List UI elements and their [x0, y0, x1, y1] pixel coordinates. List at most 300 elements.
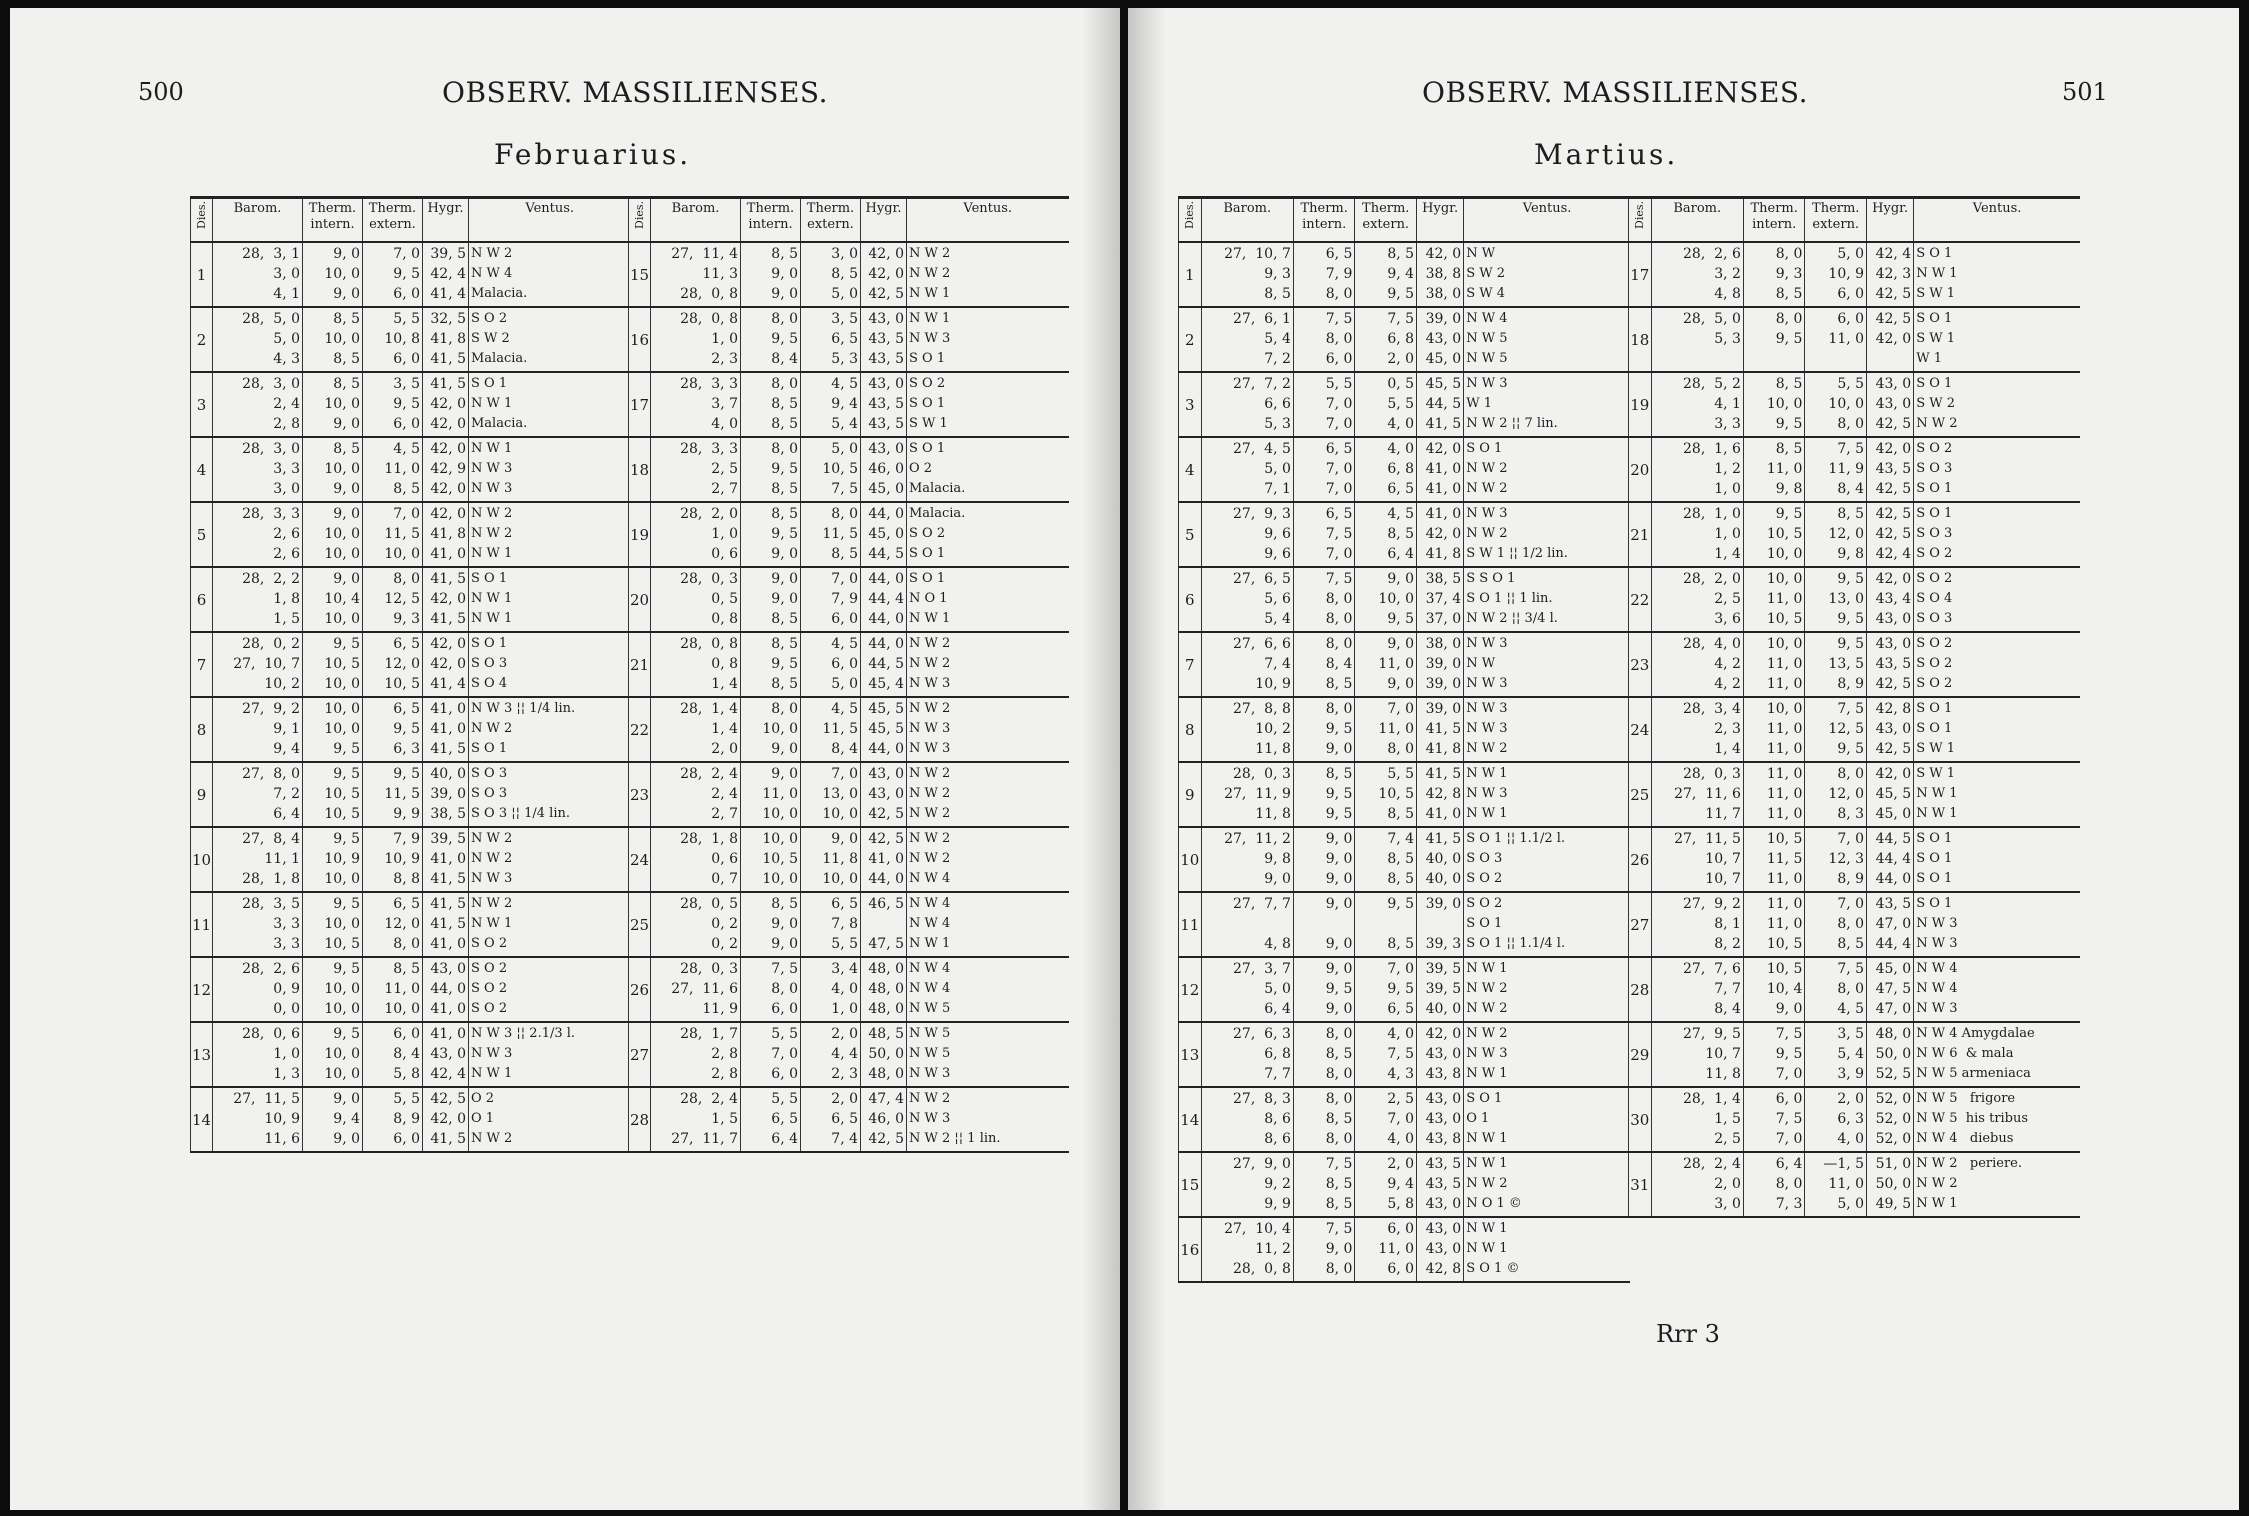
barometer-cell: 28, 3, 4 2, 3 1, 4	[1651, 697, 1743, 762]
wind-cell: N W 2 N W 3 N W 2 ¦¦ 1 lin.	[907, 1087, 1069, 1152]
day-number: 18	[1629, 307, 1652, 372]
therm-extern-cell: 2, 0 6, 5 7, 4	[801, 1087, 861, 1152]
barometer-cell: 28, 0, 8 1, 0 2, 3	[651, 307, 741, 372]
barometer-cell: 27, 4, 5 5, 0 7, 1	[1201, 437, 1293, 502]
barometer-cell: 27, 9, 2 9, 1 9, 4	[213, 697, 303, 762]
therm-intern-cell: 9, 0 9, 0	[1293, 892, 1355, 957]
day-number: 6	[1179, 567, 1202, 632]
barometer-cell: 28, 0, 6 1, 0 1, 3	[213, 1022, 303, 1087]
day-number: 19	[629, 502, 651, 567]
therm-extern-cell: 9, 5 8, 5	[1355, 892, 1417, 957]
wind-cell: N W 2 N W 3 N W 1	[1464, 1022, 1630, 1087]
day-row	[1629, 632, 2081, 697]
header-therm-intern: Therm. intern.	[303, 198, 363, 243]
header-therm-extern: Therm. extern.	[363, 198, 423, 243]
hygrometer-cell: 43, 0 43, 0 42, 5	[1867, 372, 1914, 437]
hygrometer-cell: 43, 0 44, 0 41, 0	[423, 957, 469, 1022]
wind-cell: N W 4 N W 5 N W 5	[1464, 307, 1630, 372]
day-row	[629, 242, 1069, 307]
wind-cell: S O 1 S W 1 W 1	[1914, 307, 2080, 372]
wind-cell: N W 5 N W 5 N W 3	[907, 1022, 1069, 1087]
header-barom: Barom.	[1651, 198, 1743, 243]
day-row	[1179, 762, 1631, 827]
day-row	[1179, 242, 1631, 307]
hygrometer-cell: 48, 0 50, 0 52, 5	[1867, 1022, 1914, 1087]
wind-cell: S O 1 S O 1 S W 1	[1914, 697, 2080, 762]
barometer-cell: 27, 11, 5 10, 9 11, 6	[213, 1087, 303, 1152]
barometer-cell: 28, 0, 3 27, 11, 9 11, 8	[1201, 762, 1293, 827]
therm-intern-cell: 9, 5 10, 9 10, 0	[303, 827, 363, 892]
hygrometer-cell: 39, 5 42, 4 41, 4	[423, 242, 469, 307]
day-row	[629, 697, 1069, 762]
day-row	[1629, 1022, 2081, 1087]
therm-extern-cell: 7, 5 6, 8 2, 0	[1355, 307, 1417, 372]
therm-extern-cell: 5, 0 10, 5 7, 5	[801, 437, 861, 502]
day-number: 18	[629, 437, 651, 502]
therm-intern-cell: 10, 0 10, 0 9, 5	[303, 697, 363, 762]
barometer-cell: 28, 1, 4 1, 5 2, 5	[1651, 1087, 1743, 1152]
day-number: 16	[1179, 1217, 1202, 1282]
therm-intern-cell: 7, 5 8, 0 6, 0	[1293, 307, 1355, 372]
therm-intern-cell: 11, 0 11, 0 11, 0	[1743, 762, 1805, 827]
day-row	[191, 437, 631, 502]
therm-intern-cell: 8, 5 10, 0 9, 5	[1743, 372, 1805, 437]
hygrometer-cell: 52, 0 52, 0 52, 0	[1867, 1087, 1914, 1152]
therm-intern-cell: 7, 5 8, 0 6, 0	[741, 957, 801, 1022]
hygrometer-cell: 42, 5 42, 0 41, 5	[423, 1087, 469, 1152]
hygrometer-cell: 42, 0 42, 0 41, 4	[423, 632, 469, 697]
hygrometer-cell: 39, 0 43, 0 45, 0	[1417, 307, 1464, 372]
day-row	[629, 502, 1069, 567]
therm-extern-cell: 2, 5 7, 0 4, 0	[1355, 1087, 1417, 1152]
left-page	[10, 8, 1120, 1510]
header-barom: Barom.	[213, 198, 303, 243]
therm-intern-cell: 8, 0 10, 0 9, 0	[741, 697, 801, 762]
hygrometer-cell: 43, 5 43, 5 43, 0	[1417, 1152, 1464, 1217]
signature-mark: Rrr 3	[1656, 1320, 1720, 1348]
day-number: 12	[1179, 957, 1202, 1022]
wind-cell: N W 2 N W 2 N W 1	[907, 242, 1069, 307]
wind-cell: S O 1 O 1 N W 1	[1464, 1087, 1630, 1152]
barometer-cell: 27, 9, 3 9, 6 9, 6	[1201, 502, 1293, 567]
day-row	[1179, 1087, 1631, 1152]
wind-cell: N W 2 periere. N W 2 N W 1	[1914, 1152, 2080, 1217]
wind-cell: S O 1 N W 1 S W 1	[1914, 242, 2080, 307]
observation-table-mar-1-16	[1178, 196, 1630, 1283]
barometer-cell: 28, 2, 4 2, 4 2, 7	[651, 762, 741, 827]
day-row	[1179, 957, 1631, 1022]
wind-cell: N W 2 N W 2 N W 4	[907, 827, 1069, 892]
barometer-cell: 28, 3, 3 3, 7 4, 0	[651, 372, 741, 437]
hygrometer-cell: 44, 0 45, 0 44, 5	[861, 502, 907, 567]
day-number: 9	[191, 762, 213, 827]
header-therm-intern: Therm. intern.	[1743, 198, 1805, 243]
therm-extern-cell: 3, 0 8, 5 5, 0	[801, 242, 861, 307]
day-row	[191, 697, 631, 762]
day-row	[191, 502, 631, 567]
therm-intern-cell: 7, 5 9, 5 7, 0	[1743, 1022, 1805, 1087]
barometer-cell: 27, 7, 2 6, 6 5, 3	[1201, 372, 1293, 437]
day-row	[1629, 502, 2081, 567]
therm-intern-cell: 8, 5 9, 5 8, 5	[741, 632, 801, 697]
day-row	[629, 1087, 1069, 1152]
wind-cell: N W 2 N W 2 N W 3	[907, 632, 1069, 697]
wind-cell: S O 1 O 2 Malacia.	[907, 437, 1069, 502]
day-row	[629, 372, 1069, 437]
wind-cell: N W 1 N W 3 N W 1	[1464, 762, 1630, 827]
therm-extern-cell: 9, 0 11, 0 9, 0	[1355, 632, 1417, 697]
therm-intern-cell: 11, 0 11, 0 10, 5	[1743, 892, 1805, 957]
therm-intern-cell: 5, 5 7, 0 6, 0	[741, 1022, 801, 1087]
hygrometer-cell: 41, 5 41, 5 41, 0	[423, 892, 469, 957]
hygrometer-cell: 42, 8 43, 0 42, 5	[1867, 697, 1914, 762]
day-number: 14	[191, 1087, 213, 1152]
day-number: 13	[1179, 1022, 1202, 1087]
hygrometer-cell: 41, 5 42, 8 41, 0	[1417, 762, 1464, 827]
wind-cell: S S O 1 S O 1 ¦¦ 1 lin. N W 2 ¦¦ 3/4 l.	[1464, 567, 1630, 632]
therm-extern-cell: 6, 5 7, 8 5, 5	[801, 892, 861, 957]
wind-cell: S O 2 S O 2 S O 2	[469, 957, 631, 1022]
day-row	[191, 1087, 631, 1152]
barometer-cell: 28, 0, 8 0, 8 1, 4	[651, 632, 741, 697]
barometer-cell: 28, 1, 6 1, 2 1, 0	[1651, 437, 1743, 502]
header-dies: Dies.	[1179, 198, 1202, 243]
therm-extern-cell: 7, 0 7, 9 6, 0	[801, 567, 861, 632]
hygrometer-cell: 44, 5 44, 4 44, 0	[1867, 827, 1914, 892]
therm-intern-cell: 9, 0 10, 4 10, 0	[303, 567, 363, 632]
day-row	[1179, 307, 1631, 372]
hygrometer-cell: 38, 5 37, 4 37, 0	[1417, 567, 1464, 632]
hygrometer-cell: 39, 5 41, 0 41, 5	[423, 827, 469, 892]
therm-extern-cell: 4, 5 6, 0 5, 0	[801, 632, 861, 697]
day-row	[191, 762, 631, 827]
day-number: 30	[1629, 1087, 1652, 1152]
observation-table-mar-17-31	[1628, 196, 2080, 1218]
therm-extern-cell: 6, 0 11, 0	[1805, 307, 1867, 372]
header-ventus: Ventus.	[469, 198, 631, 243]
binding-shadow	[1128, 8, 1166, 1510]
therm-intern-cell: 6, 5 7, 0 7, 0	[1293, 437, 1355, 502]
barometer-cell: 28, 1, 8 0, 6 0, 7	[651, 827, 741, 892]
day-number: 10	[191, 827, 213, 892]
therm-intern-cell: 10, 0 11, 0 11, 0	[1743, 632, 1805, 697]
day-row	[629, 632, 1069, 697]
wind-cell: N W 1 N W 2 N W 2	[1464, 957, 1630, 1022]
day-number: 6	[191, 567, 213, 632]
day-row	[1629, 892, 2081, 957]
wind-cell: S O 1 ¦¦ 1.1/2 l. S O 3 S O 2	[1464, 827, 1630, 892]
header-ventus: Ventus.	[907, 198, 1069, 243]
wind-cell: N W 3 W 1 N W 2 ¦¦ 7 lin.	[1464, 372, 1630, 437]
therm-extern-cell: 8, 5 12, 0 9, 8	[1805, 502, 1867, 567]
therm-extern-cell: 4, 5 9, 4 5, 4	[801, 372, 861, 437]
barometer-cell: 27, 10, 7 9, 3 8, 5	[1201, 242, 1293, 307]
hygrometer-cell: 42, 0 43, 5 42, 5	[1867, 437, 1914, 502]
barometer-cell: 27, 9, 5 10, 7 11, 8	[1651, 1022, 1743, 1087]
barometer-cell: 27, 8, 0 7, 2 6, 4	[213, 762, 303, 827]
day-number: 1	[1179, 242, 1202, 307]
hygrometer-cell: 47, 4 46, 0 42, 5	[861, 1087, 907, 1152]
hygrometer-cell: 41, 0 41, 0 41, 5	[423, 697, 469, 762]
barometer-cell: 27, 7, 7 4, 8	[1201, 892, 1293, 957]
day-number: 24	[629, 827, 651, 892]
wind-cell: N W 2 N W 2 N W 3	[469, 827, 631, 892]
day-row	[1629, 957, 2081, 1022]
day-row	[1629, 567, 2081, 632]
therm-extern-cell: 7, 5 8, 0 4, 5	[1805, 957, 1867, 1022]
barometer-cell: 28, 0, 3 0, 5 0, 8	[651, 567, 741, 632]
page-number: 501	[2062, 78, 2108, 106]
day-row	[629, 762, 1069, 827]
day-row	[629, 1022, 1069, 1087]
month-title: Martius.	[1534, 138, 1679, 171]
wind-cell: Malacia. S O 2 S O 1	[907, 502, 1069, 567]
wind-cell: N W 2 N W 4 Malacia.	[469, 242, 631, 307]
therm-extern-cell: 7, 9 10, 9 8, 8	[363, 827, 423, 892]
therm-extern-cell: 4, 5 11, 5 8, 4	[801, 697, 861, 762]
hygrometer-cell: 43, 5 47, 0 44, 4	[1867, 892, 1914, 957]
hygrometer-cell: 42, 0 38, 8 38, 0	[1417, 242, 1464, 307]
day-number: 26	[629, 957, 651, 1022]
hygrometer-cell: 32, 5 41, 8 41, 5	[423, 307, 469, 372]
day-number: 26	[1629, 827, 1652, 892]
day-row	[191, 632, 631, 697]
binding-shadow	[1082, 8, 1120, 1510]
therm-extern-cell: 8, 5 9, 4 9, 5	[1355, 242, 1417, 307]
barometer-cell: 27, 11, 5 10, 7 10, 7	[1651, 827, 1743, 892]
hygrometer-cell: 39, 0 41, 5 41, 8	[1417, 697, 1464, 762]
therm-extern-cell: 7, 0 9, 5 6, 5	[1355, 957, 1417, 1022]
barometer-cell: 27, 11, 2 9, 8 9, 0	[1201, 827, 1293, 892]
barometer-cell: 28, 2, 4 2, 0 3, 0	[1651, 1152, 1743, 1217]
day-number: 8	[1179, 697, 1202, 762]
therm-intern-cell: 5, 5 6, 5 6, 4	[741, 1087, 801, 1152]
hygrometer-cell: 41, 0 43, 0 42, 4	[423, 1022, 469, 1087]
therm-intern-cell: 9, 5 10, 5 10, 5	[303, 762, 363, 827]
therm-intern-cell: 7, 5 9, 0 8, 0	[1293, 1217, 1355, 1282]
day-number: 4	[1179, 437, 1202, 502]
therm-extern-cell: 8, 5 11, 0 10, 0	[363, 957, 423, 1022]
day-number: 23	[629, 762, 651, 827]
header-dies: Dies.	[629, 198, 651, 243]
therm-intern-cell: 10, 5 10, 4 9, 0	[1743, 957, 1805, 1022]
observation-table-feb-1-14	[190, 196, 631, 1153]
therm-intern-cell: 8, 5 9, 5 9, 5	[1293, 762, 1355, 827]
day-number: 28	[1629, 957, 1652, 1022]
barometer-cell: 28, 2, 6 0, 9 0, 0	[213, 957, 303, 1022]
day-number: 22	[629, 697, 651, 762]
barometer-cell: 28, 3, 5 3, 3 3, 3	[213, 892, 303, 957]
therm-extern-cell: 3, 5 5, 4 3, 9	[1805, 1022, 1867, 1087]
barometer-cell: 27, 3, 7 5, 0 6, 4	[1201, 957, 1293, 1022]
therm-extern-cell: 4, 0 7, 5 4, 3	[1355, 1022, 1417, 1087]
wind-cell: S O 1 N O 1 N W 1	[907, 567, 1069, 632]
therm-intern-cell: 9, 0 10, 0 10, 0	[303, 502, 363, 567]
wind-cell: S O 2 S O 2 S O 2	[1914, 632, 2080, 697]
barometer-cell: 28, 3, 0 2, 4 2, 8	[213, 372, 303, 437]
header-dies: Dies.	[1629, 198, 1652, 243]
wind-cell: S O 1 S O 3 S O 2	[1914, 502, 2080, 567]
header-therm-extern: Therm. extern.	[1355, 198, 1417, 243]
hygrometer-cell: 43, 0 43, 5 42, 5	[1867, 632, 1914, 697]
wind-cell: S W 1 N W 1 N W 1	[1914, 762, 2080, 827]
day-number: 7	[191, 632, 213, 697]
therm-extern-cell: 2, 0 4, 4 2, 3	[801, 1022, 861, 1087]
wind-cell: N W 4 N W 4 N W 5	[907, 957, 1069, 1022]
barometer-cell: 28, 3, 1 3, 0 4, 1	[213, 242, 303, 307]
hygrometer-cell: 43, 0 43, 0 42, 8	[1417, 1217, 1464, 1282]
wind-cell: N W 3 ¦¦ 1/4 lin. N W 2 S O 1	[469, 697, 631, 762]
day-row	[629, 892, 1069, 957]
therm-intern-cell: 8, 0 9, 3 8, 5	[1743, 242, 1805, 307]
barometer-cell: 28, 0, 2 27, 10, 7 10, 2	[213, 632, 303, 697]
therm-extern-cell: 7, 0 12, 3 8, 9	[1805, 827, 1867, 892]
therm-intern-cell: 9, 5 10, 0 10, 0	[303, 1022, 363, 1087]
therm-intern-cell: 8, 0 9, 5 9, 0	[1293, 697, 1355, 762]
therm-intern-cell: 5, 5 7, 0 7, 0	[1293, 372, 1355, 437]
therm-intern-cell: 10, 0 10, 5 10, 0	[741, 827, 801, 892]
hygrometer-cell: 39, 0 39, 3	[1417, 892, 1464, 957]
day-number: 16	[629, 307, 651, 372]
header-hygr: Hygr.	[423, 198, 469, 243]
day-row	[1179, 1152, 1631, 1217]
header-barom: Barom.	[651, 198, 741, 243]
day-number: 27	[1629, 892, 1652, 957]
therm-extern-cell: 5, 5 10, 5 8, 5	[1355, 762, 1417, 827]
header-ventus: Ventus.	[1464, 198, 1630, 243]
day-row	[1179, 697, 1631, 762]
therm-extern-cell: 4, 0 6, 8 6, 5	[1355, 437, 1417, 502]
therm-intern-cell: 8, 5 10, 0 9, 0	[303, 437, 363, 502]
wind-cell: N W 3 N W N W 3	[1464, 632, 1630, 697]
day-number: 7	[1179, 632, 1202, 697]
therm-intern-cell: 7, 5 8, 0 8, 0	[1293, 567, 1355, 632]
wind-cell: S O 1 N W 1 N W 1	[469, 567, 631, 632]
therm-intern-cell: 8, 0 8, 5 8, 0	[1293, 1087, 1355, 1152]
therm-extern-cell: 0, 5 5, 5 4, 0	[1355, 372, 1417, 437]
hygrometer-cell: 43, 0 43, 5 43, 5	[861, 372, 907, 437]
hygrometer-cell: 41, 5 42, 0 41, 5	[423, 567, 469, 632]
header-therm-extern: Therm. extern.	[1805, 198, 1867, 243]
day-row	[1629, 827, 2081, 892]
wind-cell: N W 4 Amygdalae N W 6 & mala N W 5 armeniaca	[1914, 1022, 2080, 1087]
day-row	[191, 242, 631, 307]
barometer-cell: 28, 3, 3 2, 6 2, 6	[213, 502, 303, 567]
hygrometer-cell: 48, 5 50, 0 48, 0	[861, 1022, 907, 1087]
therm-intern-cell: 8, 5 9, 0 9, 0	[741, 242, 801, 307]
day-number: 8	[191, 697, 213, 762]
hygrometer-cell: 42, 5 42, 5 42, 4	[1867, 502, 1914, 567]
day-number: 21	[629, 632, 651, 697]
day-row	[1179, 632, 1631, 697]
therm-intern-cell: 9, 0 9, 0 9, 0	[1293, 827, 1355, 892]
wind-cell: N W S W 2 S W 4	[1464, 242, 1630, 307]
therm-extern-cell: 8, 0 12, 5 9, 3	[363, 567, 423, 632]
barometer-cell: 27, 8, 4 11, 1 28, 1, 8	[213, 827, 303, 892]
therm-intern-cell: 8, 5 9, 0 9, 0	[741, 892, 801, 957]
header-therm-intern: Therm. intern.	[741, 198, 801, 243]
hygrometer-cell: 42, 0 42, 0 42, 5	[861, 242, 907, 307]
therm-intern-cell: 8, 5 10, 0 9, 0	[303, 372, 363, 437]
barometer-cell: 28, 5, 2 4, 1 3, 3	[1651, 372, 1743, 437]
hygrometer-cell: 46, 5 47, 5	[861, 892, 907, 957]
wind-cell: S O 2 S O 1 S O 1 ¦¦ 1.1/4 l.	[1464, 892, 1630, 957]
wind-cell: N W 2 N W 2 N W 1	[469, 502, 631, 567]
day-row	[1179, 567, 1631, 632]
barometer-cell: 28, 1, 0 1, 0 1, 4	[1651, 502, 1743, 567]
barometer-cell: 27, 10, 4 11, 2 28, 0, 8	[1201, 1217, 1293, 1282]
day-number: 31	[1629, 1152, 1652, 1217]
therm-extern-cell: 7, 0 11, 0 8, 0	[1355, 697, 1417, 762]
day-row	[629, 307, 1069, 372]
therm-extern-cell: 9, 0 10, 0 9, 5	[1355, 567, 1417, 632]
therm-extern-cell: 8, 0 11, 5 8, 5	[801, 502, 861, 567]
wind-cell: S O 2 S O 1 S W 1	[907, 372, 1069, 437]
hygrometer-cell: 41, 5 42, 0 42, 0	[423, 372, 469, 437]
day-number: 20	[1629, 437, 1652, 502]
day-number: 25	[629, 892, 651, 957]
wind-cell: S O 1 N W 2 N W 2	[1464, 437, 1630, 502]
barometer-cell: 28, 3, 3 2, 5 2, 7	[651, 437, 741, 502]
day-row	[1179, 502, 1631, 567]
barometer-cell: 27, 6, 3 6, 8 7, 7	[1201, 1022, 1293, 1087]
barometer-cell: 27, 6, 1 5, 4 7, 2	[1201, 307, 1293, 372]
wind-cell: N W 5 frigore N W 5 his tribus N W 4 diebus	[1914, 1087, 2080, 1152]
wind-cell: S O 1 N W 1 Malacia.	[469, 372, 631, 437]
therm-intern-cell: 8, 5 10, 0 8, 5	[303, 307, 363, 372]
wind-cell: N W 3 N W 2 S W 1 ¦¦ 1/2 lin.	[1464, 502, 1630, 567]
hygrometer-cell: 38, 0 39, 0 39, 0	[1417, 632, 1464, 697]
wind-cell: S O 1 S O 1 S O 1	[1914, 827, 2080, 892]
hygrometer-cell: 42, 4 42, 3 42, 5	[1867, 242, 1914, 307]
day-number: 12	[191, 957, 213, 1022]
wind-cell: N W 3 ¦¦ 2.1/3 l. N W 3 N W 1	[469, 1022, 631, 1087]
therm-intern-cell: 8, 0 8, 5 8, 0	[1293, 1022, 1355, 1087]
therm-intern-cell: 6, 5 7, 5 7, 0	[1293, 502, 1355, 567]
therm-intern-cell: 9, 5 10, 5 10, 0	[1743, 502, 1805, 567]
barometer-cell: 27, 8, 8 10, 2 11, 8	[1201, 697, 1293, 762]
wind-cell: O 2 O 1 N W 2	[469, 1087, 631, 1152]
day-number: 10	[1179, 827, 1202, 892]
therm-extern-cell: 4, 5 11, 0 8, 5	[363, 437, 423, 502]
day-row	[1179, 437, 1631, 502]
day-number: 14	[1179, 1087, 1202, 1152]
barometer-cell: 28, 1, 7 2, 8 2, 8	[651, 1022, 741, 1087]
day-number: 15	[629, 242, 651, 307]
hygrometer-cell: 42, 5 42, 0	[1867, 307, 1914, 372]
day-row	[1179, 372, 1631, 437]
day-row	[629, 567, 1069, 632]
therm-extern-cell: 6, 5 12, 0 8, 0	[363, 892, 423, 957]
hygrometer-cell: 42, 0 42, 9 42, 0	[423, 437, 469, 502]
therm-intern-cell: 7, 5 8, 5 8, 5	[1293, 1152, 1355, 1217]
barometer-cell: 27, 7, 6 7, 7 8, 4	[1651, 957, 1743, 1022]
day-number: 5	[191, 502, 213, 567]
barometer-cell: 28, 2, 0 2, 5 3, 6	[1651, 567, 1743, 632]
wind-cell: S O 2 S W 2 Malacia.	[469, 307, 631, 372]
barometer-cell: 28, 0, 3 27, 11, 6 11, 7	[1651, 762, 1743, 827]
therm-extern-cell: 7, 0 11, 5 10, 0	[363, 502, 423, 567]
barometer-cell: 28, 5, 0 5, 3	[1651, 307, 1743, 372]
day-number: 4	[191, 437, 213, 502]
day-row	[1179, 892, 1631, 957]
day-row	[1629, 1152, 2081, 1217]
day-row	[1179, 1217, 1631, 1282]
header-dies: Dies.	[191, 198, 213, 243]
day-number: 5	[1179, 502, 1202, 567]
barometer-cell: 28, 5, 0 5, 0 4, 3	[213, 307, 303, 372]
hygrometer-cell: 51, 0 50, 0 49, 5	[1867, 1152, 1914, 1217]
